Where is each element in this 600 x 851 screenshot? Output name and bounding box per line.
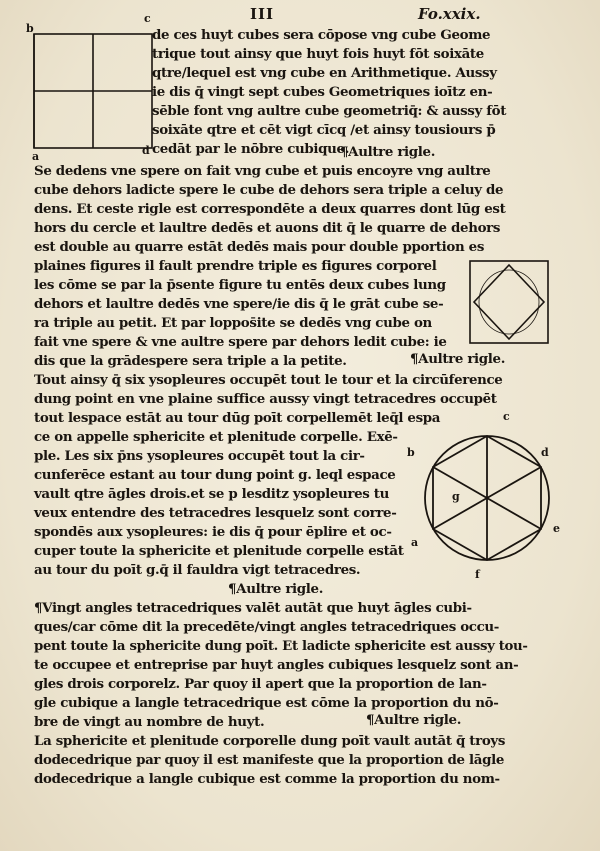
text-line: spondēs aux ysopleures: ie dis q̄ pour ēplire et oc- — [34, 524, 392, 540]
cube-label-b: b — [26, 22, 34, 35]
hexagon-diagram — [405, 410, 565, 590]
hex-label-e: e — [553, 522, 560, 535]
text-line: dehors et laultre dedēs vne spere/ie dis q̄ le grāt cube se- — [34, 296, 444, 312]
cube-label-c: c — [144, 12, 151, 25]
text-line: de ces huyt cubes sera cōpose vng cube Geome — [152, 27, 491, 43]
hex-label-c: c — [503, 410, 510, 423]
text-line: cedāt par le nōbre cubique. — [152, 141, 350, 157]
text-line: soixāte qtre et cēt vigt cīcq /et ainsy tousiours p̄ — [152, 122, 496, 138]
rule-heading: ¶Aultre rigle. — [366, 712, 462, 728]
text-line: cuper toute la sphericite et plenitude corpelle estāt — [34, 543, 404, 559]
text-line: dodecedrique par quoy il est manifeste que la proportion de lāgle — [34, 752, 504, 768]
cube-label-d: d — [142, 144, 150, 157]
folio-number: Fo.xxix. — [418, 5, 481, 23]
cube-figure — [22, 12, 162, 163]
square-circle-figure — [466, 257, 552, 347]
text-line: dodecedrique a langle cubique est comme la proportion du nom- — [34, 771, 500, 787]
text-line: les cōme se par la p̄sente figure tu entēs deux cubes lung — [34, 277, 446, 293]
text-line: gle cubique a langle tetracedrique est cōme la proportion du nō- — [34, 695, 499, 711]
text-line: fait vne spere & vne aultre spere par dehors ledit cube: ie — [34, 334, 447, 350]
hex-label-b: b — [407, 446, 415, 459]
text-line: vault qtre āgles drois.et se p lesditz ysopleures tu — [34, 486, 390, 502]
rule-heading: ¶Aultre rigle. — [410, 351, 506, 367]
hex-label-a: a — [411, 536, 419, 549]
text-line: hors du cercle et laultre dedēs et auons dit q̄ le quarre de dehors — [34, 220, 501, 236]
hexagon-figure — [405, 410, 565, 590]
text-line: qtre/lequel est vng cube en Arithmetique. Aussy — [152, 65, 497, 81]
text-line: dis que la grādespere sera triple a la petite. — [34, 353, 347, 369]
text-line: gles drois corporelz. Par quoy il apert que la proportion de lan- — [34, 676, 487, 692]
text-line: ce on appelle sphericite et plenitude corpelle. Exē- — [34, 429, 398, 445]
hex-label-d: d — [541, 446, 549, 459]
text-line: Tout ainsy q̄ six ysopleures occupēt tout le tour et la circūference — [34, 372, 503, 388]
rule-heading: ¶Aultre rigle. — [340, 144, 436, 160]
rule-heading: ¶Aultre rigle. — [228, 581, 324, 597]
text-line: ple. Les six p̄ns ysopleures occupēt tout la cir- — [34, 448, 365, 464]
text-line: sēble font vng aultre cube geometriq̄: & aussy fōt — [152, 103, 507, 119]
cube-diagram — [22, 20, 162, 162]
text-line: Se dedens vne spere on fait vng cube et puis encoyre vng aultre — [34, 163, 491, 179]
text-line: ¶Vingt angles tetracedriques valēt autāt que huyt āgles cubi- — [34, 600, 472, 616]
text-line: est double au quarre estāt dedēs mais pour double pportion es — [34, 239, 485, 255]
square-diagram — [466, 257, 552, 347]
text-line: cube dehors ladicte spere le cube de dehors sera triple a celuy de — [34, 182, 504, 198]
text-line: bre de vingt au nombre de huyt. — [34, 714, 265, 730]
text-line: ie dis q̄ vingt sept cubes Geometriques ioītz en- — [152, 84, 493, 100]
text-line: te occupee et entreprise par huyt angles cubiques lesquelz sont an- — [34, 657, 519, 673]
text-line: trique tout ainsy que huyt fois huyt fōt soixāte — [152, 46, 484, 62]
text-line: dung point en vne plaine suffice aussy vingt tetracedres occupēt — [34, 391, 497, 407]
text-line: pent toute la sphericite dung poīt. Et ladicte sphericite est aussy tou- — [34, 638, 528, 654]
text-line: La sphericite et plenitude corporelle dung poīt vault autāt q̄ troys — [34, 733, 506, 749]
hex-label-f: f — [475, 568, 480, 581]
hex-label-g: g — [452, 490, 460, 503]
text-line: ra triple au petit. Et par loppos̄ite se dedēs vng cube on — [34, 315, 432, 331]
text-line: plaines figures il fault prendre triple es figures corporel — [34, 258, 437, 274]
text-line: tout lespace estāt au tour dūg poīt corpellemēt leq̄l espa — [34, 410, 441, 426]
text-line: ques/car cōme dit la precedēte/vingt angles tetracedriques occu- — [34, 619, 499, 635]
text-line: cunferēce estant au tour dung point g. leql espace — [34, 467, 396, 483]
text-line: veux entendre des tetracedres lesquelz sont corre- — [34, 505, 397, 521]
page-number: III — [250, 5, 275, 23]
text-line: au tour du poīt g.q̄ il fauldra vigt tetracedres. — [34, 562, 361, 578]
cube-label-a: a — [32, 150, 40, 163]
text-line: dens. Et ceste rigle est correspondēte a deux quarres dont lūg est — [34, 201, 506, 217]
